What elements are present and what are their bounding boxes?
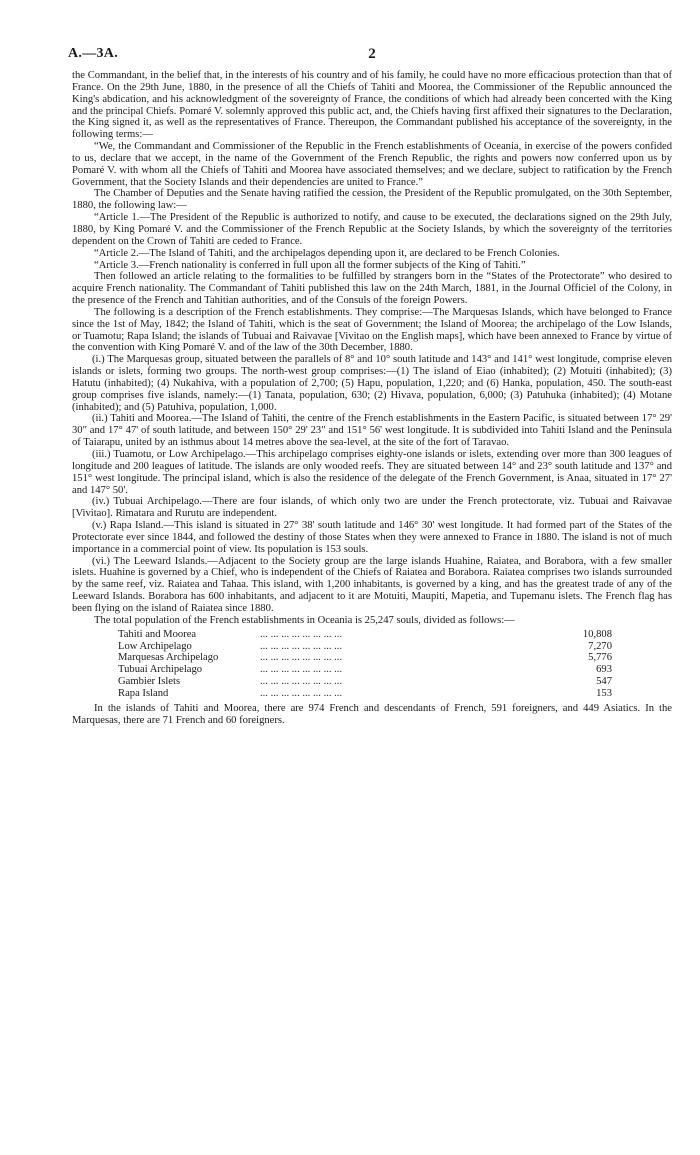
- leader-dots: ... ... ... ... ... ... ... ...: [260, 640, 343, 652]
- table-place: Low Archipelago: [118, 640, 192, 652]
- document-body: [72, 70, 672, 726]
- closing-paragraph: In the islands of Tahiti and Moorea, there are 974 French and descendants of French, 591 foreigners, and 449 Asiatics. In the Marquesas, there are 71 French and 60 foreigners.: [72, 702, 672, 726]
- paragraph: (vi.) The Leeward Islands.—Adjacent to the Society group are the large islands Huahine, Raiatea, and Borabora, with a few smaller islets. Huahine is governed by a Chief, who is independent of the Chiefs of Raiatea and Borabora. Raiatea comprises two islands surrounded by the same reef, viz. Raiatea and Tahaa. This island, with 1,200 inhabitants, is governed by a king, and has the greatest trade of any of the Leeward Islands. Borabora has 600 inhabitants, and adjacent to it are Motuiti, Maupiti, Mapetia, and Tupemanu islets. The French flag has been flying on the island of Raiatea since 1880.: [72, 555, 672, 614]
- table-place: Tubuai Archipelago: [118, 664, 203, 676]
- paragraph: (v.) Rapa Island.—This island is situated in 27° 38' south latitude and 146° 30' west longitude. It had formed part of the States of the Protectorate ever since 1844, and followed the destiny of those States when they were annexed to France in 1880. The island is not of much importance in a commercial point of view. Its population is 153 souls.: [72, 520, 672, 555]
- page-number: 2: [368, 46, 376, 62]
- document-reference: A.—3A.: [68, 46, 119, 61]
- page-header: [68, 44, 672, 70]
- table-place: Gambier Islets: [118, 676, 181, 688]
- table-row: [118, 652, 612, 664]
- paragraph: the Commandant, in the belief that, in the interests of his country and of his family, he could have no more efficacious protection than that of France. On the 29th June, 1880, in the presence of all the Chiefs of Tahiti and Moorea, the Commissioner of the Republic announced the King's abdication, and his acknowledgment of the sovereignty of France, the conditions of which had already been concerted with the King and the principal Chiefs. Pomaré V. solemnly approved this public act, and, the Chiefs having first affixed their signatures to the Declaration, the King signed it, as well as the representatives of France. Thereupon, the Commandant published his acceptance of the sovereignty, in the following terms:—: [72, 70, 672, 141]
- table-place: Marquesas Archipelago: [118, 652, 219, 664]
- table-count: 10,808: [582, 628, 612, 640]
- paragraph: The Chamber of Deputies and the Senate having ratified the cession, the President of the Republic promulgated, on the 30th September, 1880, the following law:—: [72, 188, 672, 212]
- paragraph: “We, the Commandant and Commissioner of the Republic in the French establishments of Oceania, in exercise of the powers confided to us, declare that we accept, in the name of the Government of the French Republic, the rights and powers now conferred upon us by Pomaré V. with whom all the Chiefs of Tahiti and Moorea have associated themselves; and we declare, subject to ratification by the French Government, that the Society Islands and their dependencies are united to France.”: [72, 141, 672, 188]
- paragraph: “Article 3.—French nationality is conferred in full upon all the former subjects of the King of Tahiti.”: [94, 259, 526, 271]
- table-row: [118, 629, 612, 641]
- paragraph: Then followed an article relating to the formalities to be fulfilled by strangers born in the “States of the Protectorate” who desired to acquire French nationality. The Commandant of Tahiti published this law on the 24th March, 1881, in the Journal Officiel of the Colony, in the presence of the French and Tahitian authorities, and of the Consuls of the foreign Powers.: [72, 271, 672, 307]
- leader-dots: ... ... ... ... ... ... ... ...: [260, 676, 343, 688]
- paragraph: “Article 2.—The Island of Tahiti, and the archipelagos depending upon it, are declared to be French Colonies.: [94, 247, 560, 259]
- population-table: [118, 629, 612, 700]
- leader-dots: ... ... ... ... ... ... ... ...: [260, 687, 343, 699]
- paragraph: The following is a description of the French establishments. They comprise:—The Marquesas Islands, which have belonged to France since the 1st of May, 1842; the Island of Tahiti, which is the seat of Government; the Island of Moorea; the archipelago of the Low Islands, or Tuamotu; Rapa Island; the islands of Tubuai and Raivavae [Vivitao on the English maps], which have been annexed to France by virtue of the convention with King Pomaré V. and of the law of the 30th December, 1880.: [72, 306, 672, 354]
- table-row: [118, 641, 612, 653]
- table-count: 5,776: [588, 652, 612, 664]
- table-count: 153: [596, 687, 612, 699]
- table-place: Rapa Island: [118, 687, 169, 699]
- table-row: [118, 688, 612, 700]
- table-count: 693: [596, 664, 612, 676]
- table-row: [118, 664, 612, 676]
- paragraph: “Article 1.—The President of the Republic is authorized to notify, and cause to be executed, the declarations signed on the 29th July, 1880, by King Pomaré V. and the Commissioner of the French Republic at the Society Islands, by which the sovereignty of the territories dependent on the Crown of Tahiti are ceded to France.: [72, 212, 672, 247]
- table-count: 7,270: [588, 640, 612, 652]
- table-place: Tahiti and Moorea: [118, 628, 197, 640]
- table-count: 547: [596, 676, 612, 688]
- leader-dots: ... ... ... ... ... ... ... ...: [260, 628, 343, 640]
- paragraph: (ii.) Tahiti and Moorea.—The Island of Tahiti, the centre of the French establishments in the Eastern Pacific, is situated between 17° 29' 30" and 17° 47' of south latitude, and between 150° 29' 23" and 151° 56' west longitude. It is subdivided into Tahiti Island and the Peninsula of Taiarapu, united by an isthmus about 14 metres above the sea-level, at the site of the fort of Taravao.: [72, 413, 672, 449]
- leader-dots: ... ... ... ... ... ... ... ...: [260, 652, 343, 664]
- leader-dots: ... ... ... ... ... ... ... ...: [260, 664, 343, 676]
- table-row: [118, 676, 612, 688]
- paragraph: (iii.) Tuamotu, or Low Archipelago.—This archipelago comprises eighty-one islands or islets, extending over more than 300 leagues of longitude and 200 leagues of latitude. The islands are only wooded reefs. They are situated between 14° and 23° south latitude and 137° and 151° west longitude. The principal island, which is also the residence of the delegate of the French Government, is Anaa, situated in 17° 27' and 147° 50'.: [72, 449, 672, 496]
- paragraph: (iv.) Tubuai Archipelago.—There are four islands, of which only two are under the French protectorate, viz. Tubuai and Raivavae [Vivitao]. Rimatara and Rurutu are independent.: [72, 496, 672, 520]
- paragraph: (i.) The Marquesas group, situated between the parallels of 8° and 10° south latitude and 143° and 141° west longitude, comprise eleven islands or islets, forming two groups. The north-west group comprises:—(1) The island of Eiao (inhabited); (2) Motuiti (inhabited); (3) Hatutu (inhabited); (4) Nukahiva, with a population of 2,700; (5) Hapu, population, 1,220; and (6) Hanka, population, 450. The south-east group comprises five islands, namely:—(1) Tanata, population, 630; (2) Hivava, population, 6,000; (3) Patuhuka (inhabited); (4) Motane (inhabited); and (5) Patuhiva, population, 1,000.: [72, 354, 672, 413]
- paragraph: The total population of the French establishments in Oceania is 25,247 souls, divided as follows:—: [94, 614, 515, 626]
